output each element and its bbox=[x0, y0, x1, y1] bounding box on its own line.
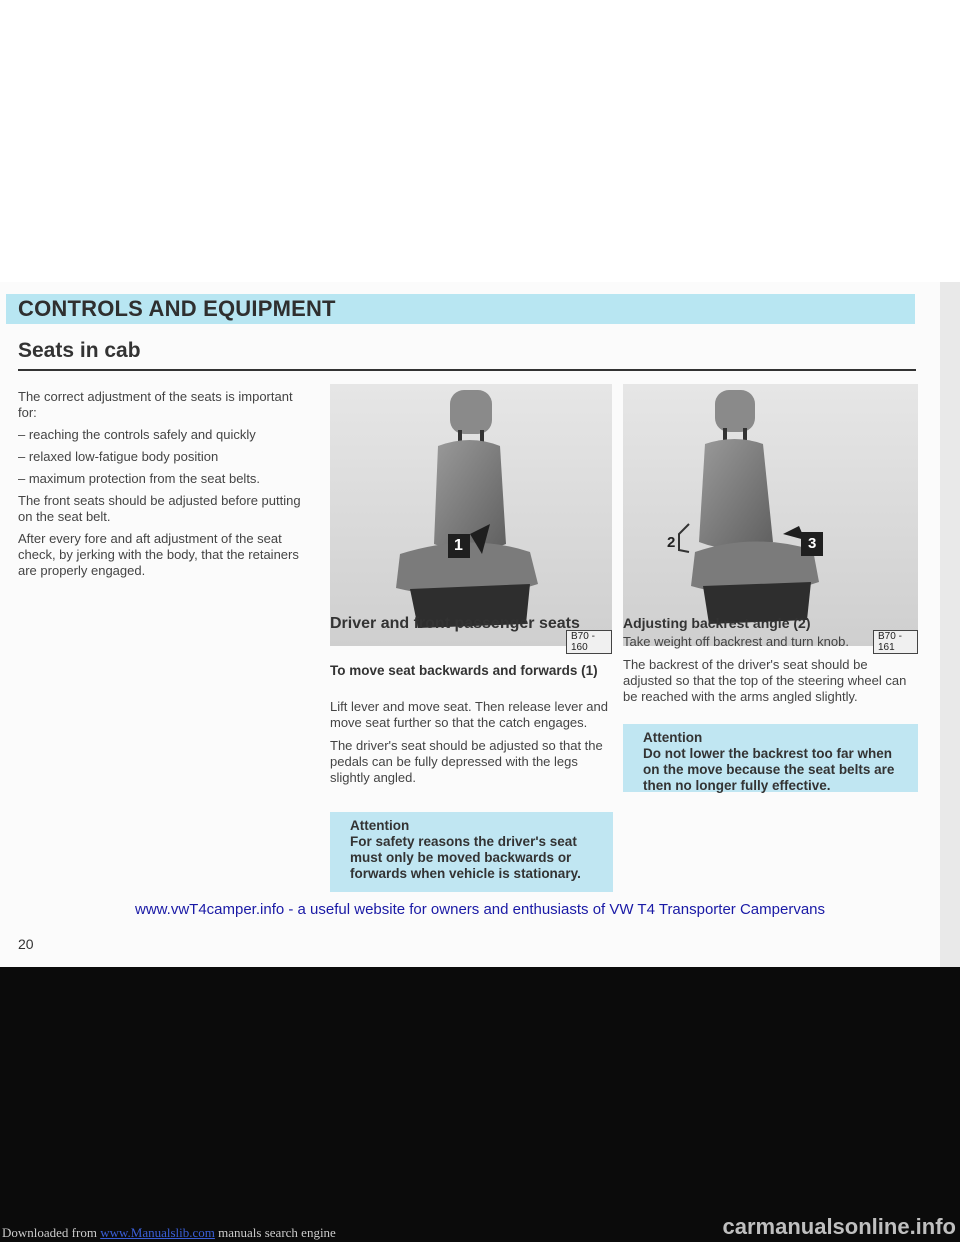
download-prefix: Downloaded from bbox=[2, 1225, 101, 1240]
attention-box bbox=[330, 812, 613, 892]
figure-code: B70 - 160 bbox=[566, 630, 612, 654]
seat-figure-2 bbox=[623, 384, 918, 653]
seat-marker-3: 3 bbox=[808, 535, 817, 552]
footer-website-link[interactable]: www.vwT4camper.info - a useful website for owners and enthusiasts of VW T4 Transporter Campervans bbox=[134, 901, 826, 918]
attention-text: For safety reasons the driver's seat must only be moved backwards or forwards when vehicle is stationary. bbox=[350, 834, 581, 881]
attention-label: Attention bbox=[350, 818, 410, 833]
column3-paragraph: Take weight off backrest and turn knob. bbox=[623, 634, 849, 649]
seat-marker-2: 2 bbox=[667, 534, 676, 551]
intro-bullet: – maximum protection from the seat belts. bbox=[18, 471, 261, 486]
top-margin bbox=[0, 0, 960, 282]
attention-label: Attention bbox=[643, 730, 703, 745]
seat-marker-1: 1 bbox=[454, 537, 463, 554]
figure-code: B70 - 161 bbox=[873, 630, 918, 654]
seat-illustration bbox=[623, 384, 918, 646]
column2-title: Driver and front passenger seats bbox=[330, 615, 580, 632]
manualslib-link[interactable]: www.Manualslib.com bbox=[100, 1225, 215, 1240]
page-edge bbox=[940, 282, 960, 967]
intro-paragraph: The front seats should be adjusted before putting on the seat belt. bbox=[18, 493, 301, 524]
column2-text bbox=[330, 699, 615, 793]
intro-paragraph: After every fore and aft adjustment of the seat check, by jerking with the body, that the retainers are properly engaged. bbox=[18, 531, 299, 578]
column3-subtitle: Adjusting backrest angle (2) bbox=[623, 615, 811, 631]
attention-box bbox=[623, 724, 918, 792]
download-line bbox=[2, 1225, 336, 1241]
attention-text: Do not lower the backrest too far when on the move because the seat belts are then no longer fully effective. bbox=[643, 746, 895, 793]
column2-paragraph: Lift lever and move seat. Then release lever and move seat further so that the catch engages. bbox=[330, 699, 608, 730]
download-suffix: manuals search engine bbox=[214, 1225, 336, 1240]
intro-bullet: – reaching the controls safely and quickly bbox=[18, 427, 256, 442]
column2-paragraph: The driver's seat should be adjusted so that the pedals can be fully depressed with the legs slightly angled. bbox=[330, 738, 603, 785]
column2-subtitle: To move seat backwards and forwards (1) bbox=[330, 663, 598, 678]
page-heading: Seats in cab bbox=[18, 339, 141, 362]
seat-illustration bbox=[330, 384, 612, 646]
intro-bullet: – relaxed low-fatigue body position bbox=[18, 449, 219, 464]
column3-paragraph: The backrest of the driver's seat should be adjusted so that the top of the steering wheel can be reached with the arms angled slightly. bbox=[623, 657, 907, 704]
watermark-logo: carmanualsonline.info bbox=[722, 1214, 956, 1239]
page-number: 20 bbox=[18, 936, 34, 952]
heading-rule bbox=[18, 369, 916, 371]
scan-border bbox=[0, 967, 960, 1242]
intro-column bbox=[18, 389, 310, 585]
intro-paragraph: The correct adjustment of the seats is important for: bbox=[18, 389, 293, 420]
column3-text bbox=[623, 634, 918, 712]
section-banner-title: CONTROLS AND EQUIPMENT bbox=[18, 296, 336, 321]
seat-figure-1 bbox=[330, 384, 612, 653]
